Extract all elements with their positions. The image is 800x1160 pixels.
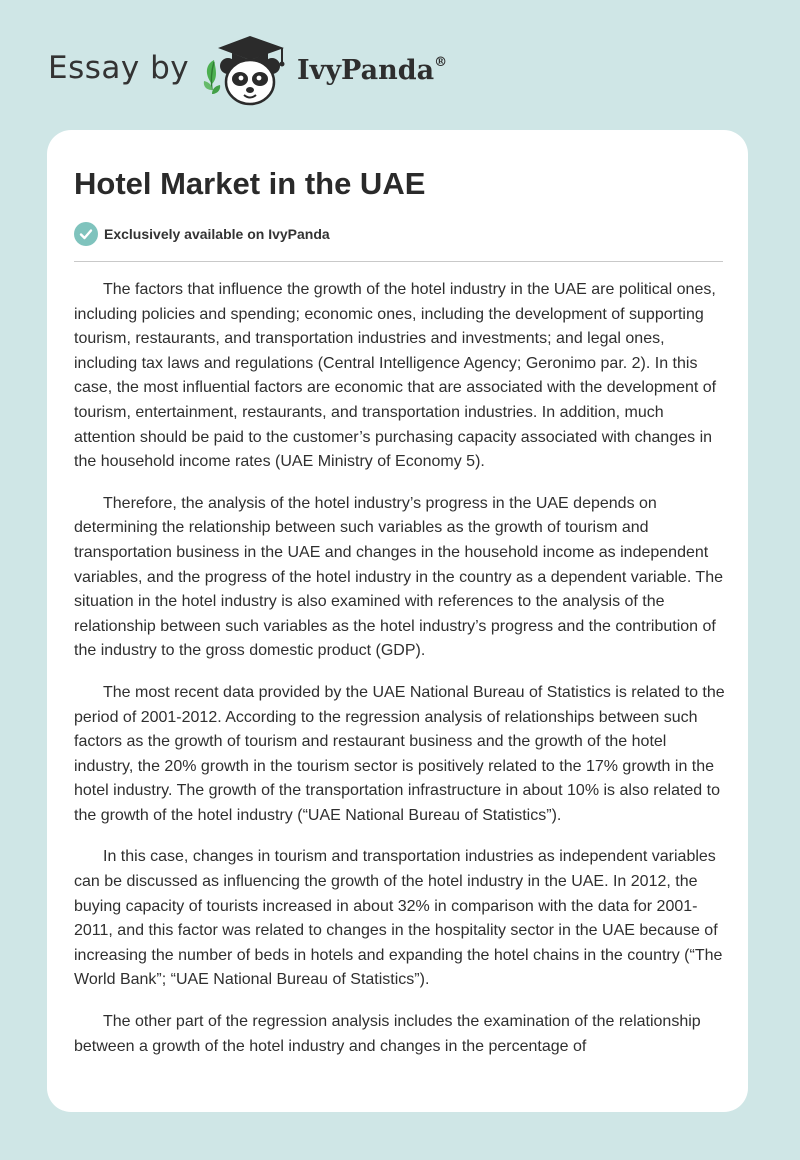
paragraph: The factors that influence the growth of the hotel industry in the UAE are political ones, including policies and spending; economic ones, including the development of supporting tourism, restaurants, and transportation industries and investments; and legal ones, including tax laws and regulations (Central Intelligence Agency; Geronimo par. 2). In this case, the most influential factors are economic that are associated with the development of tourism, entertainment, restaurants, and transportation industries. In addition, much attention should be paid to the customer’s purchasing capacity associated with changes in the household income rates (UAE Ministry of Economy 5).	[74, 281, 717, 471]
registered-mark: ®	[434, 55, 448, 70]
leaf-icon	[204, 60, 220, 94]
exclusive-badge	[74, 222, 330, 246]
essay-by-label: Essay by	[48, 50, 190, 86]
exclusive-badge-label: Exclusively available on IvyPanda	[104, 226, 330, 242]
site-header	[0, 0, 800, 130]
brand-name[interactable]: IvyPanda®	[297, 55, 448, 86]
paragraph: The most recent data provided by the UAE National Bureau of Statistics is related to the period of 2001-2012. According to the regression analysis of relationships between such factors as the growth of tourism and restaurant business and the growth of the hotel industry, the 20% growth in the tourism sector is positively related to the 17% growth in the hotel industry. The growth of the transportation infrastructure in about 10% is also related to the growth of the hotel industry (“UAE National Bureau of Statistics”).	[74, 683, 725, 824]
paragraph: The other part of the regression analysis includes the examination of the relationship between a growth of the hotel industry and changes in the percentage of	[74, 1013, 701, 1055]
divider	[74, 261, 723, 262]
essay-body	[74, 278, 726, 1076]
page-title: Hotel Market in the UAE	[74, 166, 426, 201]
paragraph: Therefore, the analysis of the hotel industry’s progress in the UAE depends on determining the relationship between such variables as the growth of tourism and transportation business in the UAE and changes in the household income as independent variables, and the progress of the hotel industry in the country as a dependent variable. The situation in the hotel industry is also examined with references to the analysis of the relationship between such variables as the hotel industry’s progress and the contribution of the industry to the gross domestic product (GDP).	[74, 494, 723, 660]
paragraph: In this case, changes in tourism and transportation industries as independent variables can be discussed as influencing the growth of the hotel industry in the UAE. In 2012, the buying capacity of tourists increased in about 32% in comparison with the data for 2001-2011, and this factor was related to changes in the hospitality sector in the UAE because of increasing the number of beds in hotels and expanding the hotel chains in the country (“The World Bank”; “UAE National Bureau of Statistics”).	[74, 848, 723, 989]
check-icon	[74, 222, 98, 246]
essay-card	[47, 130, 748, 1112]
panda-logo-icon[interactable]	[198, 34, 290, 108]
